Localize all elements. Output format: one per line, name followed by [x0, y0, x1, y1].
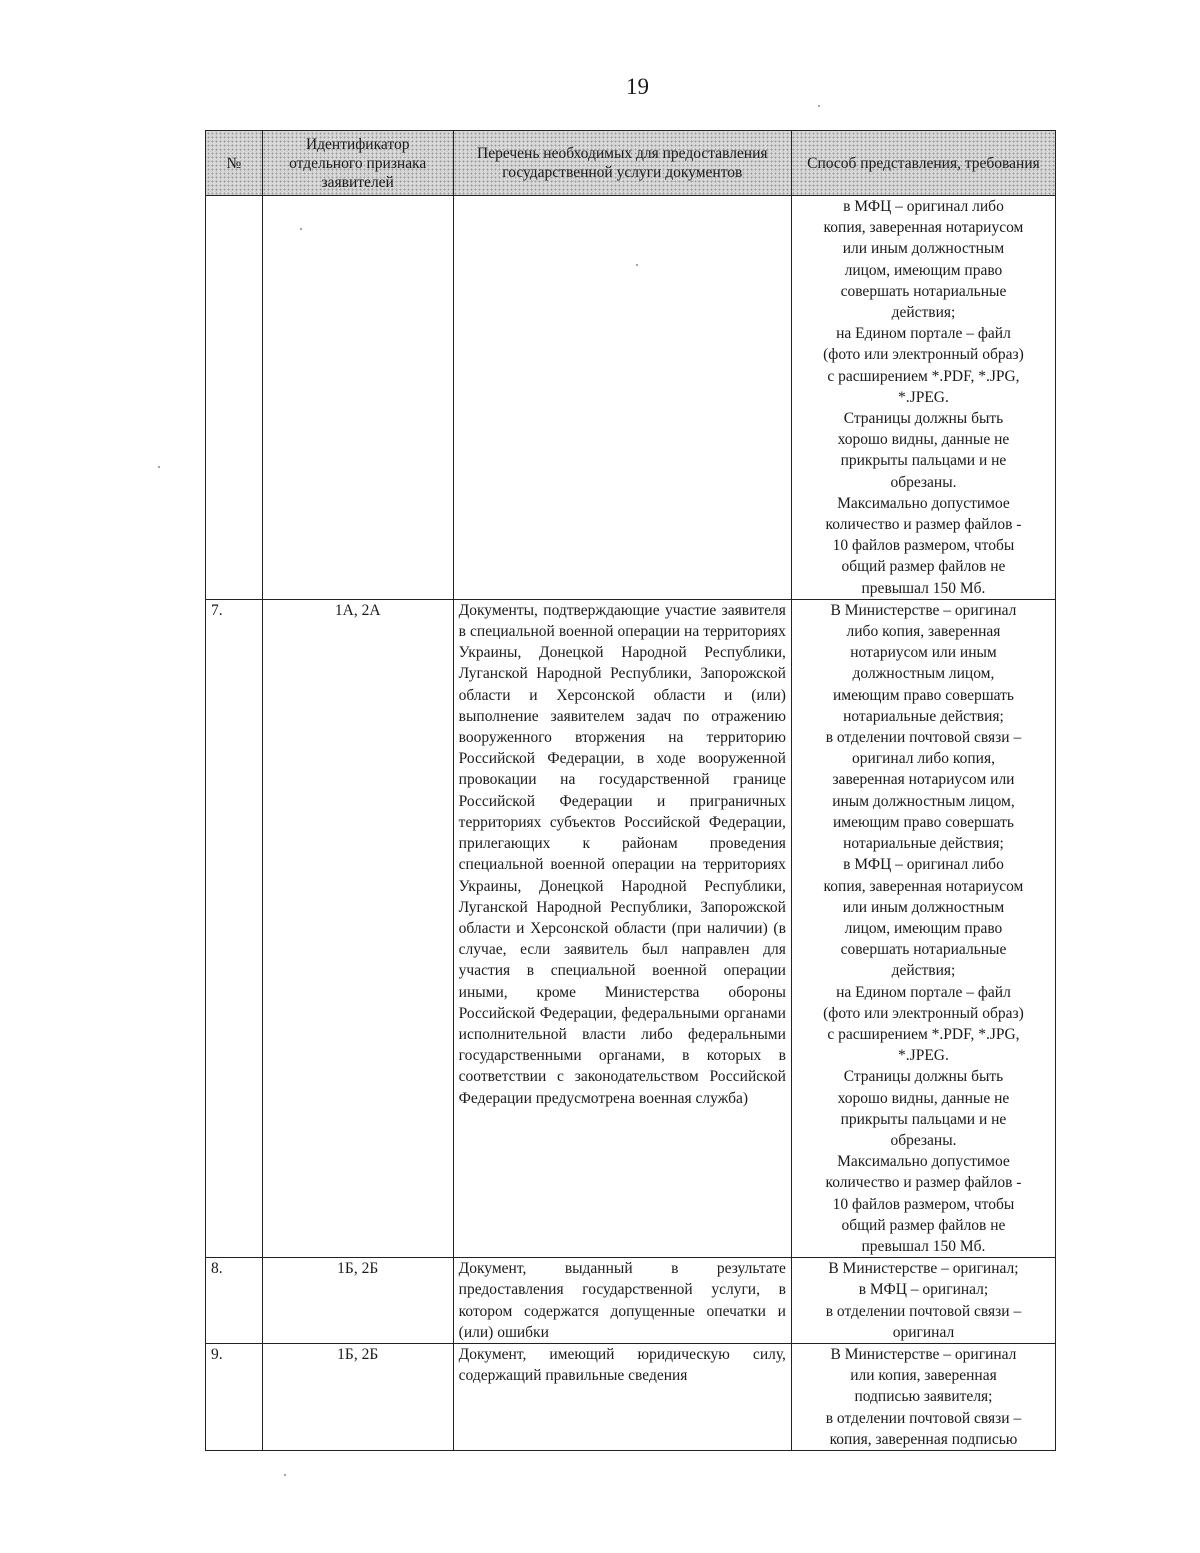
header-documents: Перечень необходимых для предоставления государственной услуги документов [453, 131, 791, 196]
requirement-line: Страницы должны быть [843, 1068, 1004, 1086]
scan-speck [284, 1474, 286, 1476]
requirement-line: копия, заверенная нотариусом [823, 877, 1024, 895]
table-row [206, 1258, 1056, 1344]
header-num: № [206, 131, 263, 196]
table-header-row [206, 131, 1056, 196]
requirement-line: Страницы должны быть [843, 410, 1004, 428]
requirement-line: либо копия, заверенная [846, 623, 1001, 641]
requirement-line: обрезаны. [890, 1131, 957, 1149]
requirement-line: должностным лицом, [852, 665, 995, 683]
requirement-line: В Министерстве – оригинал [830, 601, 1017, 619]
requirement-line: в МФЦ – оригинал либо [843, 198, 1004, 215]
table-row [206, 196, 1056, 600]
requirement-line: копия, заверенная подписью [829, 1430, 1018, 1448]
submission-requirements [791, 1258, 1055, 1344]
submission-requirements [791, 599, 1055, 1257]
requirement-line: совершать нотариальные [840, 282, 1007, 300]
requirement-line: оригинал [892, 1323, 955, 1341]
row-number [206, 196, 263, 600]
requirement-line: в МФЦ – оригинал либо [843, 856, 1004, 874]
applicant-identifier: 1Б, 2Б [262, 1343, 453, 1450]
requirement-line: (фото или электронный образ) [823, 346, 1024, 364]
row-number: 8. [206, 1258, 263, 1344]
requirement-line: с расширением *.PDF, *.JPG, [827, 1025, 1020, 1043]
requirement-line: в отделении почтовой связи – [825, 1302, 1022, 1320]
requirement-line: В Министерстве – оригинал; [828, 1260, 1019, 1278]
requirement-line: оригинал либо копия, [851, 750, 995, 768]
requirement-line: (фото или электронный образ) [823, 1004, 1024, 1022]
required-documents: Документ, выданный в результате предоставления государственной услуги, в котором содержатся допущенные опечатки и (или) ошибки [453, 1258, 791, 1344]
required-documents: Документы, подтверждающие участие заявителя в специальной военной операции на территориях Украины, Донецкой Народной Республики, Луганской Народной Республики, Запорожской области и Херсонской области и (или) выполнение заявителем задач по отражению вооруженного вторжения на территорию Российской Федерации, в ходе вооруженной провокации на государственной границе Российской Федерации и приграничных территориях субъектов Российской Федерации, прилегающих к районам проведения специальной военной операции на территориях Украины, Донецкой Народной Республики, Луганской Народной Республики, Запорожской области и Херсонской области (при наличии) (в случае, если заявитель был направлен для участия в специальной военной операции иными, кроме Министерства обороны Российской Федерации, федеральными органами исполнительной власти либо федеральными государственными органами, в которых в соответствии с законодательством Российской Федерации предусмотрена военная служба) [453, 599, 791, 1257]
requirement-line: 10 файлов размером, чтобы [832, 1195, 1015, 1213]
requirement-line: 10 файлов размером, чтобы [832, 537, 1015, 555]
requirement-line: нотариальные действия; [843, 707, 1004, 725]
requirement-line: или иным должностным [842, 898, 1005, 916]
row-number: 7. [206, 599, 263, 1257]
requirement-line: совершать нотариальные [840, 941, 1007, 959]
applicant-identifier: 1Б, 2Б [262, 1258, 453, 1344]
requirement-line: Максимально допустимое [837, 1153, 1010, 1171]
submission-requirements [791, 1343, 1055, 1450]
requirement-line: или иным должностным [842, 240, 1005, 258]
requirement-line: копия, заверенная нотариусом [823, 219, 1024, 237]
requirement-line: хорошо видны, данные не [837, 431, 1010, 449]
requirement-line: количество и размер файлов - [825, 1174, 1022, 1192]
requirement-line: на Едином портале – файл [836, 325, 1011, 343]
requirement-line: лицом, имеющим право [844, 261, 1003, 279]
required-documents: Документ, имеющий юридическую силу, содержащий правильные сведения [453, 1343, 791, 1450]
requirement-line: или копия, заверенная [850, 1367, 997, 1385]
requirement-line: имеющим право совершать [832, 813, 1014, 831]
requirement-line: в отделении почтовой связи – [825, 729, 1022, 747]
requirement-line: подписью заявителя; [854, 1388, 993, 1406]
requirement-line: в МФЦ – оригинал; [858, 1281, 989, 1299]
table-row [206, 1343, 1056, 1450]
applicant-identifier: 1А, 2А [262, 599, 453, 1257]
requirement-line: *.JPEG. [898, 1047, 949, 1065]
requirement-line: действия; [891, 304, 956, 322]
requirement-line: общий размер файлов не [841, 558, 1006, 576]
requirement-line: прикрыты пальцами и не [840, 1110, 1007, 1128]
requirement-line: заверенная нотариусом или [832, 771, 1015, 789]
table-row [206, 599, 1056, 1257]
page-number: 19 [626, 74, 649, 99]
header-requirements: Способ представления, требования [791, 131, 1055, 196]
requirement-line: на Едином портале – файл [836, 983, 1011, 1001]
requirement-line: иным должностным лицом, [832, 792, 1015, 810]
requirement-line: обрезаны. [890, 473, 957, 491]
requirement-line: превышал 150 Мб. [861, 579, 986, 597]
requirement-line: количество и размер файлов - [825, 516, 1022, 534]
scan-speck [300, 228, 302, 230]
requirement-line: нотариусом или иным [850, 644, 997, 662]
requirement-line: нотариальные действия; [843, 835, 1004, 853]
header-identifier: Идентификатор отдельного признака заявителей [262, 131, 453, 196]
required-documents [453, 196, 791, 600]
scan-speck [636, 264, 638, 266]
requirement-line: прикрыты пальцами и не [840, 452, 1007, 470]
requirement-line: в отделении почтовой связи – [825, 1409, 1022, 1427]
requirement-line: В Министерстве – оригинал [830, 1345, 1017, 1363]
scan-speck [818, 105, 820, 107]
requirement-line: лицом, имеющим право [844, 919, 1003, 937]
scan-speck [158, 466, 160, 468]
applicant-identifier [262, 196, 453, 600]
table-body [206, 196, 1056, 1451]
row-number: 9. [206, 1343, 263, 1450]
requirement-line: имеющим право совершать [832, 686, 1014, 704]
requirement-line: хорошо видны, данные не [837, 1089, 1010, 1107]
requirement-line: превышал 150 Мб. [861, 1237, 986, 1255]
requirement-line: *.JPEG. [898, 388, 949, 406]
requirement-line: действия; [891, 962, 956, 980]
requirement-line: с расширением *.PDF, *.JPG, [827, 367, 1020, 385]
requirement-line: Максимально допустимое [837, 494, 1010, 512]
submission-requirements [791, 196, 1055, 600]
documents-table [205, 130, 1056, 1451]
requirement-line: общий размер файлов не [841, 1216, 1006, 1234]
